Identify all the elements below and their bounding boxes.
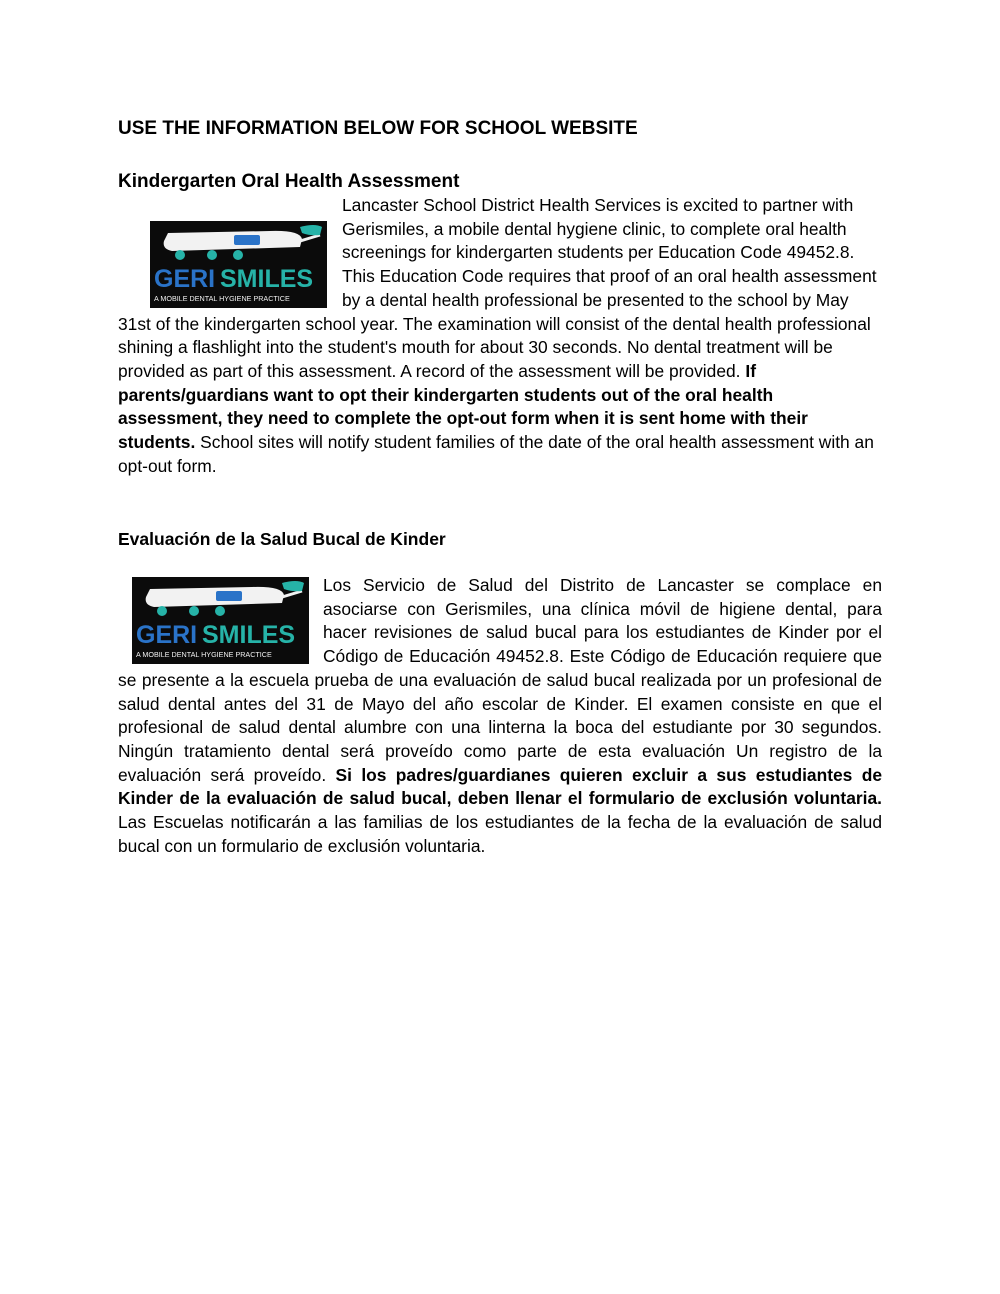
english-opt-out-notice: If parents/guardians want to opt their kindergarten students out of the oral health assessment, they need to complete the opt-out form when it is sent home with their students. — [118, 360, 808, 453]
english-paragraph-part-2: School sites will notify student families of the date of the oral health assessment with an opt-out form. — [118, 432, 874, 476]
logo-tagline: A MOBILE DENTAL HYGIENE PRACTICE — [154, 294, 290, 303]
gerismiles-logo — [132, 577, 309, 664]
gerismiles-logo-graphic — [132, 577, 309, 664]
logo-wordmark-smiles: SMILES — [220, 265, 314, 293]
spanish-body — [118, 574, 882, 858]
english-heading: Kindergarten Oral Health Assessment — [118, 171, 460, 192]
logo-tagline: A MOBILE DENTAL HYGIENE PRACTICE — [136, 650, 272, 659]
spanish-opt-out-notice: Si los padres/guardianes quieren excluir a sus estudiantes de Kinder de la evaluación de salud bucal, deben llenar el formulario de exclusión voluntaria. — [118, 764, 883, 809]
logo-wordmark-geri: GERI — [154, 265, 216, 293]
page-title: USE THE INFORMATION BELOW FOR SCHOOL WEBSITE — [118, 118, 638, 139]
english-paragraph-part-1: Lancaster School District Health Services is excited to partner with Gerismiles, a mobile dental hygiene clinic, to complete oral health screenings for kindergarten students per Education Code 49452.8. This Education Code requires that proof of an oral health assessment by a dental health professional be presented to the school by May 31st of the kindergarten school year. The examination will consist of the dental health professional shining a flashlight into the student's mouth for about 30 seconds. No dental treatment will be provided as part of this assessment. A record of the assessment will be provided. — [118, 195, 877, 381]
logo-wordmark-smiles: SMILES — [202, 621, 296, 649]
logo-wordmark-geri: GERI — [136, 621, 198, 649]
gerismiles-logo — [150, 221, 327, 308]
english-section — [118, 170, 882, 478]
gerismiles-logo-graphic — [150, 221, 327, 308]
spanish-paragraph-part-2: Las Escuelas notificarán a las familias de los estudiantes de la fecha de la evaluación de salud bucal con un formulario de exclusión voluntaria. — [118, 812, 882, 856]
english-body — [118, 194, 882, 478]
spanish-heading: Evaluación de la Salud Bucal de Kinder — [118, 529, 446, 549]
spanish-paragraph-part-1: Los Servicio de Salud del Distrito de Lancaster se complace en asociarse con Gerismiles, una clínica móvil de higiene dental, para hacer revisiones de salud bucal para los estudiantes de Kinder por el Código de Educación 49452.8. Este Código de Educación requiere que se presente a la escuela prueba de una evaluación de salud bucal realizada por un profesional de salud dental antes del 31 de Mayo del año escolar de Kinder. El examen consiste en que el profesional de salud dental alumbre con una linterna la boca del estudiante por 30 segundos. Ningún tratamiento dental será proveído como parte de esta evaluación Un registro de la evaluación será proveído. — [118, 575, 882, 785]
spanish-section — [118, 528, 882, 858]
